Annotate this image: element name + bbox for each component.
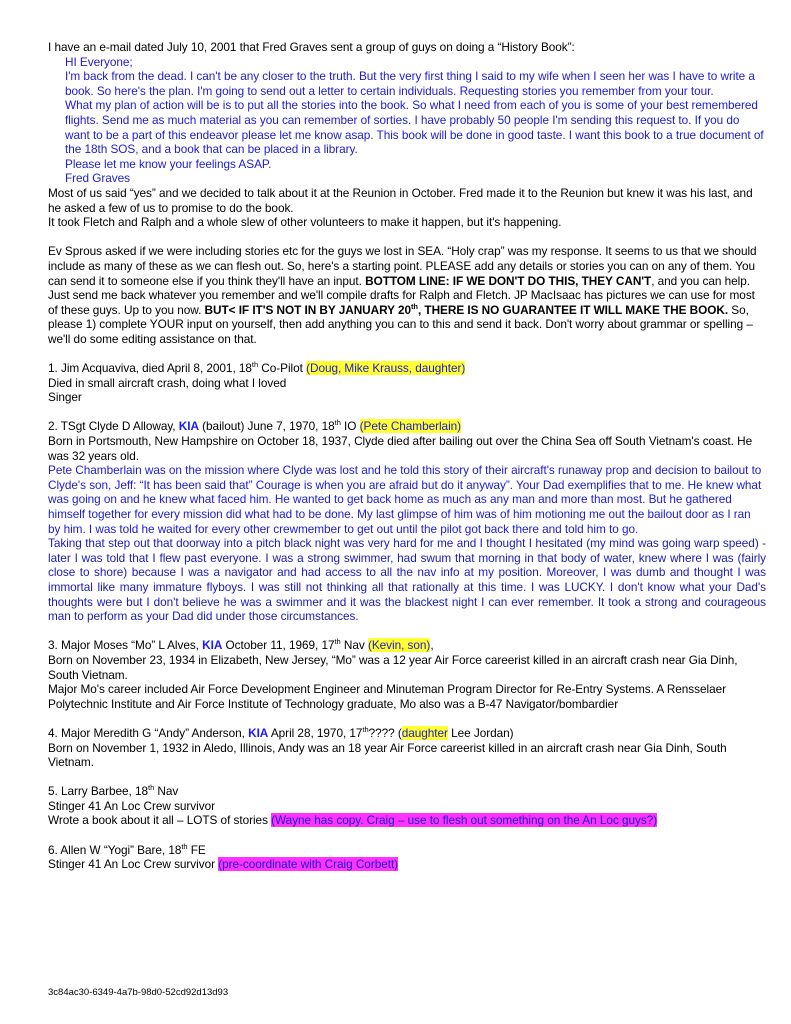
bottom-line-text: BOTTOM LINE: IF WE DON'T DO THIS, THEY CAN'T xyxy=(365,273,652,288)
highlight-note: (Kevin, son) xyxy=(367,638,431,653)
entry-header: 4. Major Meredith G “Andy” Anderson, KIA April 28, 1970, 17th???? (daughter Lee Jordan) xyxy=(48,724,514,740)
entry-header: 6. Allen W “Yogi” Bare, 18th FE xyxy=(48,841,206,857)
email-paragraph-1: I'm back from the dead. I can't be any closer to the truth. But the very first thing I said to my wife when I seen her was I have to write a book. So here's the plan. I'm going to send out a letter to certain individuals. Requesting stories you remember from your tour. xyxy=(65,69,755,98)
entry-header: 1. Jim Acquaviva, died April 8, 2001, 18th Co-Pilot (Doug, Mike Krauss, daughter) xyxy=(48,360,466,376)
entry-header: 3. Major Moses “Mo” L Alves, KIA October 11, 1969, 17th Nav (Kevin, son), xyxy=(48,637,434,653)
entry-line: Born on November 23, 1934 in Elizabeth, New Jersey, “Mo” was a 12 year Air Force careerist killed in an aircraft crash near Gia Dinh, South Vietnam. xyxy=(48,652,738,682)
entry-header: 5. Larry Barbee, 18th Nav xyxy=(48,783,179,799)
highlight-note: (Wayne has copy. Craig – use to flesh out something on the An Loc guys?) xyxy=(271,813,658,828)
kia-label: KIA xyxy=(178,419,199,434)
entry-1 xyxy=(48,361,766,405)
entry-4 xyxy=(48,726,766,770)
highlight-note: (pre-coordinate with Craig Corbett) xyxy=(218,857,399,872)
entry-line: Wrote a book about it all – LOTS of stories (Wayne has copy. Craig – use to flesh out something on the An Loc guys?) xyxy=(48,813,658,828)
summary-paragraph-2: It took Fletch and Ralph and a whole slew of other volunteers to make it happen, but it's happening. xyxy=(48,215,562,230)
highlight-note: (Doug, Mike Krauss, daughter) xyxy=(306,361,466,376)
ev-sprous-paragraph: Ev Sprous asked if we were including stories etc for the guys we lost in SEA. “Holy crap” was my response. It seems to us that we should include as many of these as we can flesh out. So, here's a starting point. PLEASE add any details or stories you can on any of them. You can send it to someone else if you think they'll have an input. BOTTOM LINE: IF WE DON'T DO THIS, THEY CAN'T, and you can help. xyxy=(48,244,757,288)
summary-paragraph: Most of us said “yes” and we decided to talk about it at the Reunion in October. Fred made it to the Reunion but knew it was his last, and he asked a few of us to promise to do the book. xyxy=(48,185,753,215)
pete-story-2: Taking that step out that doorway into a pitch black night was very hard for me and I thought I hesitated (my mind was going warp speed) - later I was told that I flew past everyone. I was a strong swimmer, had swum that morning in that body of water, knew where I was (fairly close to shore) because I was a navigator and had access to all the nav info at my position. Moreover, I was dumb and thought I was immortal like many immature flyboys. I was still not thinking all that rationally at this time. I was LUCKY. I don't know what your Dad's thoughts were but I don't believe he was a swimmer and it was the blackest night I can ever remember. It took a strong and courageous man to perform as your Dad did under those circumstances. xyxy=(48,536,766,624)
entry-6 xyxy=(48,843,766,872)
document-id-footer: 3c84ac30-6349-4a7b-98d0-52cd92d13d93 xyxy=(48,987,229,998)
entry-3 xyxy=(48,638,766,711)
deadline-paragraph: Just send me back whatever you remember and we'll compile drafts for Ralph and Fletch. JP MacIsaac has pictures we can use for most of these guys. Up to you now. BUT< IF IT'S NOT IN BY JANUARY 20th, THERE IS NO GUARANTEE IT WILL MAKE THE BOOK. So, please 1) complete YOUR input on yourself, then add anything you can to this and send it back. Don't worry about grammar or spelling – we'll do some editing assistance on that. xyxy=(48,288,755,346)
email-paragraph-3: Please let me know your feelings ASAP. xyxy=(65,156,272,171)
entry-line: Died in small aircraft crash, doing what I loved xyxy=(48,375,287,390)
entry-line: Stinger 41 An Loc Crew survivor (pre-coordinate with Craig Corbett) xyxy=(48,857,399,872)
quoted-email xyxy=(48,55,766,186)
entry-header: 2. TSgt Clyde D Alloway, KIA (bailout) June 7, 1970, 18th IO (Pete Chamberlain) xyxy=(48,418,462,434)
deadline-warning: BUT< IF IT'S NOT IN BY JANUARY 20th, THERE IS NO GUARANTEE IT WILL MAKE THE BOOK. xyxy=(204,301,729,317)
entry-2 xyxy=(48,419,766,623)
document-page xyxy=(48,40,766,872)
entry-5 xyxy=(48,784,766,828)
kia-label: KIA xyxy=(248,725,269,740)
email-signature: Fred Graves xyxy=(65,171,131,186)
highlight-note: (Pete Chamberlain) xyxy=(359,419,462,434)
email-greeting: HI Everyone; xyxy=(65,54,133,69)
entry-line: Major Mo's career included Air Force Development Engineer and Minuteman Program Director for Re-Entry Systems. A Rensselaer Polytechnic Institute and Air Force Institute of Technology graduate, Mo also was a B-47 Navigator/bombardier xyxy=(48,682,726,711)
entry-line: Born on November 1, 1932 in Aledo, Illinois, Andy was an 18 year Air Force careerist killed in an aircraft crash near Gia Dinh, South Vietnam. xyxy=(48,740,727,770)
kia-label: KIA xyxy=(202,638,223,653)
intro-line: I have an e-mail dated July 10, 2001 that Fred Graves sent a group of guys on doing a “History Book”: xyxy=(48,40,575,54)
email-paragraph-2: What my plan of action will be is to put all the stories into the book. So what I need from each of you is some of your best remembered flights. Send me as much material as you can remember of sorties. I have probably 50 people I'm sending this request to. If you do want to be a part of this endeavor please let me know asap. This book will be done in good taste. I want this book to a true document of the 18th SOS, and a book that can be placed in a library. xyxy=(65,98,764,157)
pete-story: Pete Chamberlain was on the mission where Clyde was lost and he told this story of their aircraft's runaway prop and decision to bailout to Clyde's son, Jeff: “It has been said that” Courage is when you are afraid but do it anyway”. Your Dad exemplifies that to me. He knew what was going on and he knew what faced him. He wanted to get back home as much as any man and more than most. But he gathered himself together for every mission did what had to be done. My last glimpse of him was of him motioning me out the bailout door as I ran by him. I was told he waited for every other crewmember to get out until the pilot got back there and told him to go. xyxy=(48,463,762,536)
entry-line: Stinger 41 An Loc Crew survivor xyxy=(48,798,215,813)
highlight-note: daughter xyxy=(401,725,448,740)
entry-line: Singer xyxy=(48,390,82,405)
entry-line: Born in Portsmouth, New Hampshire on October 18, 1937, Clyde died after bailing out over the China Sea off South Vietnam's coast. He was 32 years old. xyxy=(48,434,753,463)
